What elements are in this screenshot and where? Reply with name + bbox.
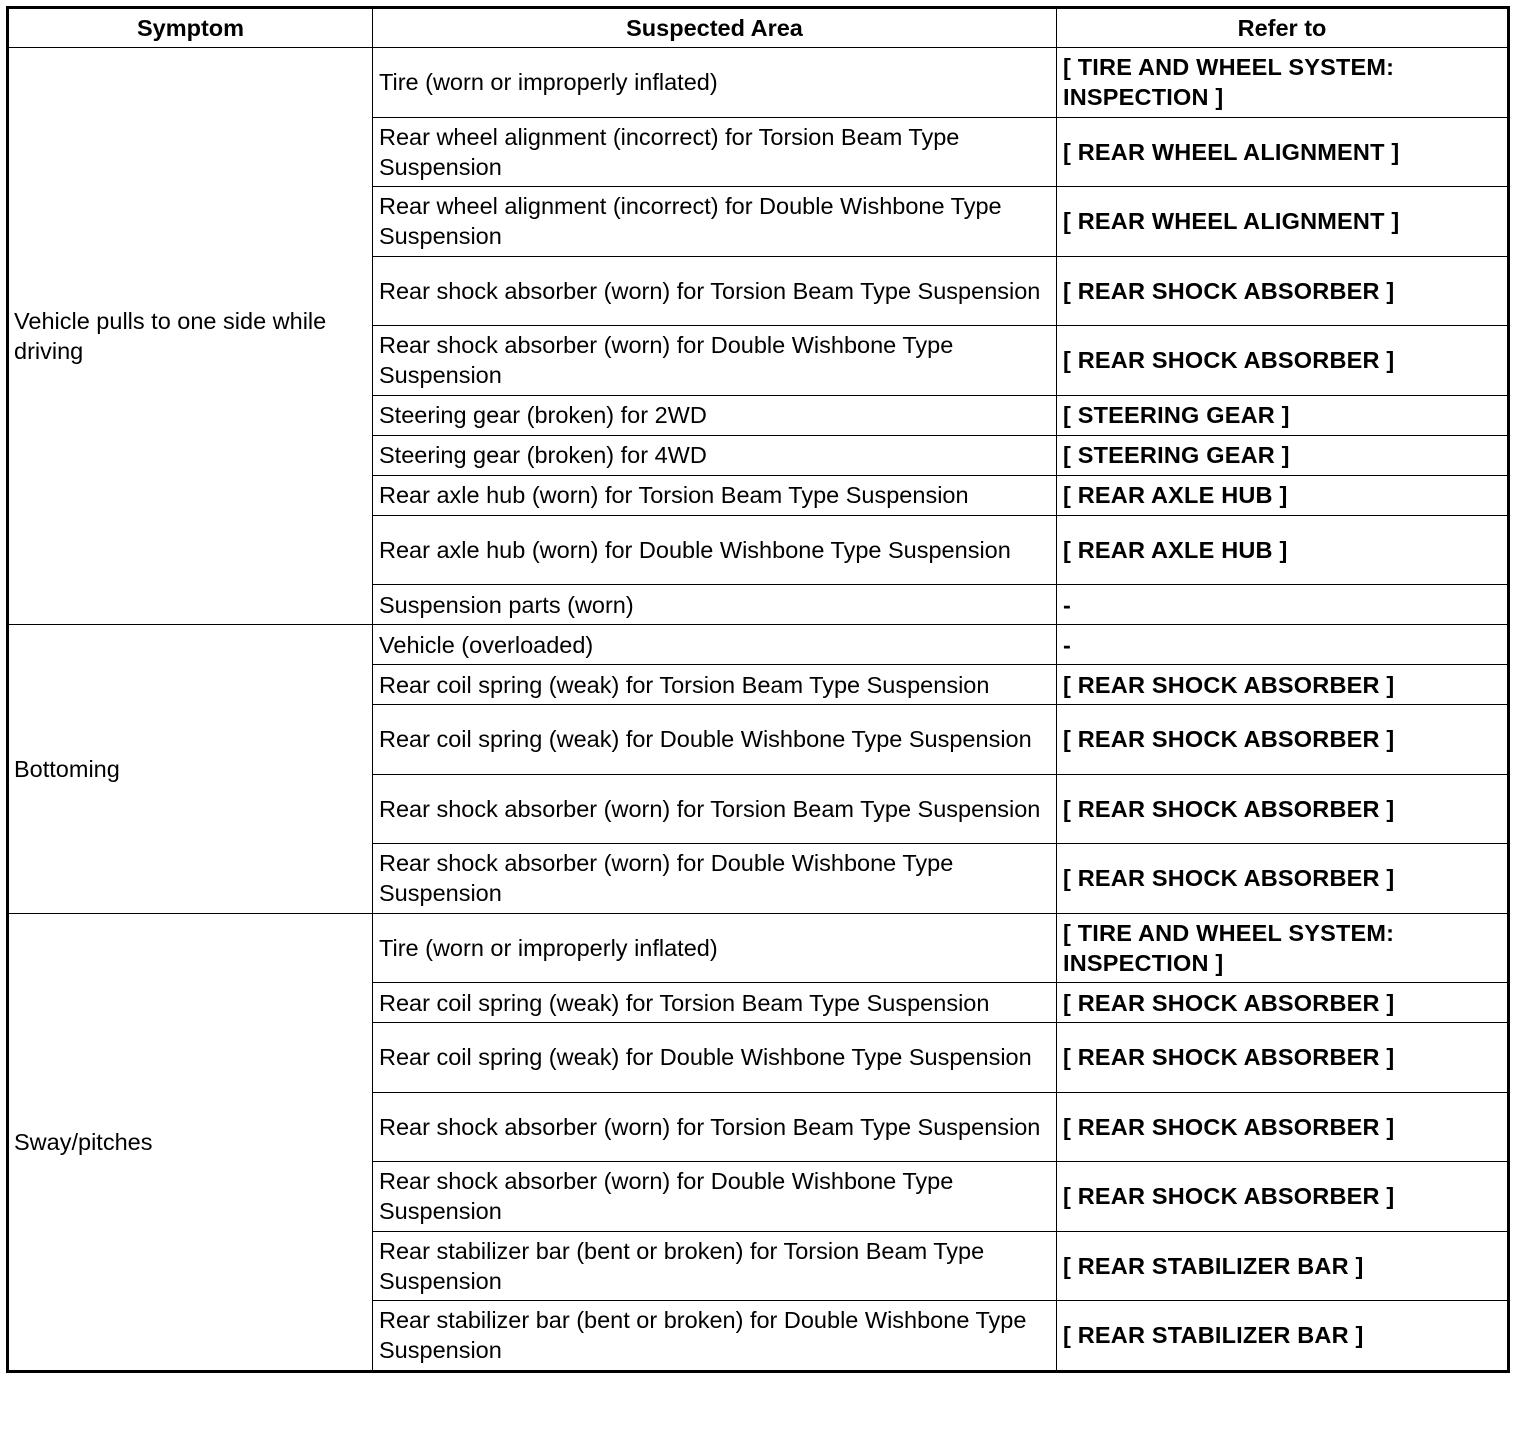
suspected-area-cell: Rear shock absorber (worn) for Double Wishbone Type Suspension — [373, 844, 1057, 914]
refer-to-cell: [ REAR AXLE HUB ] — [1057, 515, 1509, 585]
refer-to-cell: - — [1057, 625, 1509, 665]
refer-to-cell: [ REAR AXLE HUB ] — [1057, 475, 1509, 515]
refer-to-cell: [ REAR SHOCK ABSORBER ] — [1057, 1023, 1509, 1093]
suspected-area-cell: Steering gear (broken) for 4WD — [373, 435, 1057, 475]
refer-to-cell: [ TIRE AND WHEEL SYSTEM: INSPECTION ] — [1057, 913, 1509, 983]
refer-to-cell: [ REAR STABILIZER BAR ] — [1057, 1231, 1509, 1301]
refer-to-cell: [ STEERING GEAR ] — [1057, 435, 1509, 475]
refer-to-cell: [ REAR SHOCK ABSORBER ] — [1057, 983, 1509, 1023]
table-row — [8, 913, 1509, 983]
suspected-area-cell: Rear coil spring (weak) for Torsion Beam Type Suspension — [373, 983, 1057, 1023]
table-row — [8, 625, 1509, 665]
suspected-area-cell: Steering gear (broken) for 2WD — [373, 395, 1057, 435]
refer-to-cell: [ REAR SHOCK ABSORBER ] — [1057, 844, 1509, 914]
refer-to-cell: [ REAR WHEEL ALIGNMENT ] — [1057, 117, 1509, 187]
suspected-area-cell: Rear shock absorber (worn) for Torsion Beam Type Suspension — [373, 256, 1057, 326]
suspected-area-cell: Rear coil spring (weak) for Torsion Beam Type Suspension — [373, 665, 1057, 705]
refer-to-cell: [ REAR SHOCK ABSORBER ] — [1057, 665, 1509, 705]
header-suspected-area: Suspected Area — [373, 8, 1057, 48]
suspected-area-cell: Rear shock absorber (worn) for Double Wishbone Type Suspension — [373, 326, 1057, 396]
suspected-area-cell: Suspension parts (worn) — [373, 585, 1057, 625]
refer-to-cell: [ REAR WHEEL ALIGNMENT ] — [1057, 187, 1509, 257]
suspected-area-cell: Rear shock absorber (worn) for Double Wishbone Type Suspension — [373, 1162, 1057, 1232]
symptom-cell: Bottoming — [8, 625, 373, 914]
header-symptom: Symptom — [8, 8, 373, 48]
suspected-area-cell: Rear shock absorber (worn) for Torsion Beam Type Suspension — [373, 1092, 1057, 1162]
refer-to-cell: - — [1057, 585, 1509, 625]
refer-to-cell: [ REAR SHOCK ABSORBER ] — [1057, 1162, 1509, 1232]
suspected-area-cell: Rear coil spring (weak) for Double Wishbone Type Suspension — [373, 1023, 1057, 1093]
refer-to-cell: [ TIRE AND WHEEL SYSTEM: INSPECTION ] — [1057, 48, 1509, 118]
symptom-cell: Sway/pitches — [8, 913, 373, 1371]
suspected-area-cell: Rear axle hub (worn) for Torsion Beam Type Suspension — [373, 475, 1057, 515]
suspected-area-cell: Rear shock absorber (worn) for Torsion Beam Type Suspension — [373, 774, 1057, 844]
suspected-area-cell: Tire (worn or improperly inflated) — [373, 913, 1057, 983]
symptom-cell: Vehicle pulls to one side while driving — [8, 48, 373, 625]
suspected-area-cell: Vehicle (overloaded) — [373, 625, 1057, 665]
suspected-area-cell: Rear wheel alignment (incorrect) for Double Wishbone Type Suspension — [373, 187, 1057, 257]
suspected-area-cell: Rear coil spring (weak) for Double Wishbone Type Suspension — [373, 705, 1057, 775]
suspected-area-cell: Rear stabilizer bar (bent or broken) for Double Wishbone Type Suspension — [373, 1301, 1057, 1372]
diagnosis-table — [6, 6, 1510, 1373]
refer-to-cell: [ REAR SHOCK ABSORBER ] — [1057, 705, 1509, 775]
suspected-area-cell: Tire (worn or improperly inflated) — [373, 48, 1057, 118]
refer-to-cell: [ STEERING GEAR ] — [1057, 395, 1509, 435]
header-refer-to: Refer to — [1057, 8, 1509, 48]
suspected-area-cell: Rear stabilizer bar (bent or broken) for Torsion Beam Type Suspension — [373, 1231, 1057, 1301]
refer-to-cell: [ REAR SHOCK ABSORBER ] — [1057, 1092, 1509, 1162]
refer-to-cell: [ REAR SHOCK ABSORBER ] — [1057, 774, 1509, 844]
refer-to-cell: [ REAR STABILIZER BAR ] — [1057, 1301, 1509, 1372]
header-row — [8, 8, 1509, 48]
suspected-area-cell: Rear axle hub (worn) for Double Wishbone Type Suspension — [373, 515, 1057, 585]
refer-to-cell: [ REAR SHOCK ABSORBER ] — [1057, 326, 1509, 396]
table-row — [8, 48, 1509, 118]
refer-to-cell: [ REAR SHOCK ABSORBER ] — [1057, 256, 1509, 326]
suspected-area-cell: Rear wheel alignment (incorrect) for Torsion Beam Type Suspension — [373, 117, 1057, 187]
